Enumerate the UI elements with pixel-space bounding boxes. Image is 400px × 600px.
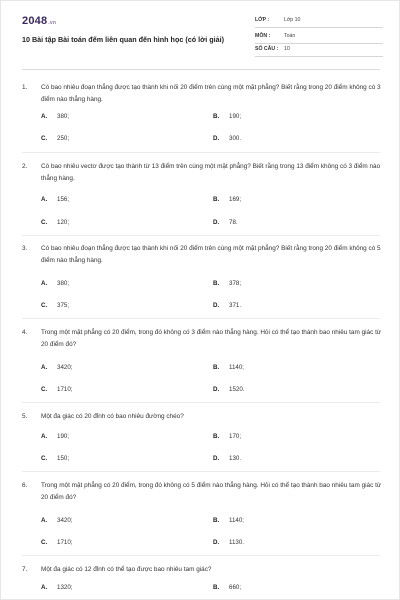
- option-b[interactable]: [213, 584, 241, 591]
- meta-subject-row: [255, 31, 383, 44]
- option-text: 1140;: [229, 364, 245, 371]
- question-number: 6.: [22, 482, 28, 489]
- option-text: 190;: [229, 113, 242, 120]
- option-text: 380;: [57, 113, 70, 120]
- document-title: 10 Bài tập Bài toán đếm liên quan đến hình học (có lời giải): [22, 35, 224, 44]
- option-letter: D.: [213, 539, 220, 546]
- question-number: 4.: [22, 329, 28, 336]
- option-b[interactable]: [213, 517, 244, 524]
- option-b[interactable]: [213, 113, 241, 120]
- option-letter: A.: [41, 113, 48, 120]
- option-d[interactable]: [213, 219, 238, 226]
- question-stem: Có bao nhiêu vectơ được tạo thành từ 13 điểm trên cùng một mặt phẳng? Biết rằng trong 13 điểm không có 3 điểm nào thẳng hàng.: [41, 163, 381, 182]
- option-text: 375;: [57, 302, 70, 309]
- option-a[interactable]: [41, 433, 69, 440]
- option-text: 190;: [57, 433, 70, 440]
- option-b[interactable]: [213, 280, 241, 287]
- option-a[interactable]: [41, 280, 69, 287]
- meta-count-value: 10: [284, 46, 290, 52]
- question-divider: [22, 318, 380, 319]
- option-text: 250;: [57, 135, 70, 142]
- option-c[interactable]: [41, 135, 69, 142]
- option-a[interactable]: [41, 364, 72, 371]
- option-b[interactable]: [213, 364, 244, 371]
- option-letter: C.: [41, 455, 48, 462]
- question-number: 3.: [22, 245, 28, 252]
- option-a[interactable]: [41, 113, 69, 120]
- question-divider: [22, 402, 380, 403]
- option-text: 3420;: [57, 517, 73, 524]
- question-number: 2.: [22, 163, 28, 170]
- header-divider: [22, 69, 380, 70]
- option-text: 130.: [229, 455, 242, 462]
- meta-subject-key: MÔN :: [255, 33, 271, 39]
- option-letter: B.: [213, 517, 220, 524]
- question-stem: Trong một mặt phẳng có 20 điểm, trong đó không có 5 điểm nào thẳng hàng. Hỏi có thể tạo thành bao nhiêu tam giác từ 20 điểm đó?: [41, 482, 382, 501]
- option-c[interactable]: [41, 455, 69, 462]
- option-text: 371.: [229, 302, 242, 309]
- option-letter: B.: [213, 433, 220, 440]
- option-letter: D.: [213, 455, 220, 462]
- option-letter: A.: [41, 433, 48, 440]
- option-a[interactable]: [41, 584, 72, 591]
- question-divider: [22, 471, 380, 472]
- option-b[interactable]: [213, 433, 241, 440]
- option-d[interactable]: [213, 386, 244, 393]
- option-text: 1140;: [229, 517, 245, 524]
- option-letter: A.: [41, 280, 48, 287]
- option-a[interactable]: [41, 517, 72, 524]
- option-letter: D.: [213, 386, 220, 393]
- option-text: 1520.: [229, 386, 245, 393]
- option-text: 170;: [229, 433, 242, 440]
- question-stem: Có bao nhiêu đoạn thẳng được tạo thành khi nối 20 điểm trên cùng một mặt phẳng? Biết rằng trong 20 điểm không có 5 điểm nào thẳng hàng.: [41, 245, 381, 264]
- option-letter: A.: [41, 364, 48, 371]
- option-c[interactable]: [41, 386, 72, 393]
- option-d[interactable]: [213, 135, 241, 142]
- question-number: 7.: [22, 566, 28, 573]
- option-letter: B.: [213, 364, 220, 371]
- option-d[interactable]: [213, 539, 244, 546]
- option-d[interactable]: [213, 455, 241, 462]
- option-text: 1710;: [57, 386, 73, 393]
- option-letter: C.: [41, 219, 48, 226]
- question-divider: [22, 235, 380, 236]
- option-text: 169;: [229, 196, 242, 203]
- option-letter: C.: [41, 135, 48, 142]
- option-text: 150;: [57, 455, 70, 462]
- option-text: 380;: [57, 280, 70, 287]
- option-text: 300.: [229, 135, 242, 142]
- option-text: 78.: [229, 219, 238, 226]
- meta-count-row: [255, 44, 383, 57]
- option-text: 120;: [57, 219, 70, 226]
- question-divider: [22, 152, 380, 153]
- option-c[interactable]: [41, 302, 69, 309]
- option-letter: C.: [41, 386, 48, 393]
- option-letter: B.: [213, 280, 220, 287]
- site-logo[interactable]: [22, 15, 56, 27]
- meta-class-key: LỚP :: [255, 17, 270, 23]
- option-letter: A.: [41, 584, 48, 591]
- option-letter: D.: [213, 135, 220, 142]
- question-stem: Trong một mặt phẳng có 20 điểm, trong đó không có 3 điểm nào thẳng hàng. Hỏi có thể tạo thành bao nhiêu tam giác từ 20 điểm đó?: [41, 329, 382, 348]
- logo-text: 2048: [22, 15, 48, 27]
- option-c[interactable]: [41, 219, 69, 226]
- meta-class-row: [255, 15, 383, 28]
- question-stem: Một đa giác có 20 đỉnh có bao nhiêu đường chéo?: [41, 413, 184, 420]
- meta-subject-value: Toán: [284, 33, 296, 39]
- option-letter: D.: [213, 219, 220, 226]
- option-text: 1320;: [57, 584, 73, 591]
- option-letter: B.: [213, 196, 220, 203]
- option-letter: B.: [213, 584, 220, 591]
- option-d[interactable]: [213, 302, 241, 309]
- meta-class-value: Lớp 10: [284, 17, 301, 23]
- option-letter: B.: [213, 113, 220, 120]
- option-letter: D.: [213, 302, 220, 309]
- option-text: 378;: [229, 280, 242, 287]
- question-divider: [22, 555, 380, 556]
- question-number: 5.: [22, 413, 28, 420]
- question-stem: Một đa giác có 12 đỉnh có thể tạo được bao nhiêu tam giác?: [41, 566, 212, 573]
- option-text: 660;: [229, 584, 242, 591]
- option-text: 1130.: [229, 539, 245, 546]
- option-letter: A.: [41, 517, 48, 524]
- option-text: 1710;: [57, 539, 73, 546]
- option-letter: C.: [41, 302, 48, 309]
- option-b[interactable]: [213, 196, 241, 203]
- option-letter: A.: [41, 196, 48, 203]
- question-number: 1.: [22, 84, 28, 91]
- document-header: [1, 1, 400, 65]
- logo-suffix: .vn: [48, 20, 57, 26]
- option-text: 156;: [57, 196, 70, 203]
- option-letter: C.: [41, 539, 48, 546]
- question-stem: Có bao nhiêu đoạn thẳng được tạo thành khi nối 20 điểm trên cùng một mặt phẳng? Biết rằng trong 20 điểm không có 3 điểm nào thẳng hàng.: [41, 84, 381, 103]
- option-c[interactable]: [41, 539, 72, 546]
- meta-count-key: SỐ CÂU :: [255, 46, 279, 52]
- option-a[interactable]: [41, 196, 69, 203]
- option-text: 3420;: [57, 364, 73, 371]
